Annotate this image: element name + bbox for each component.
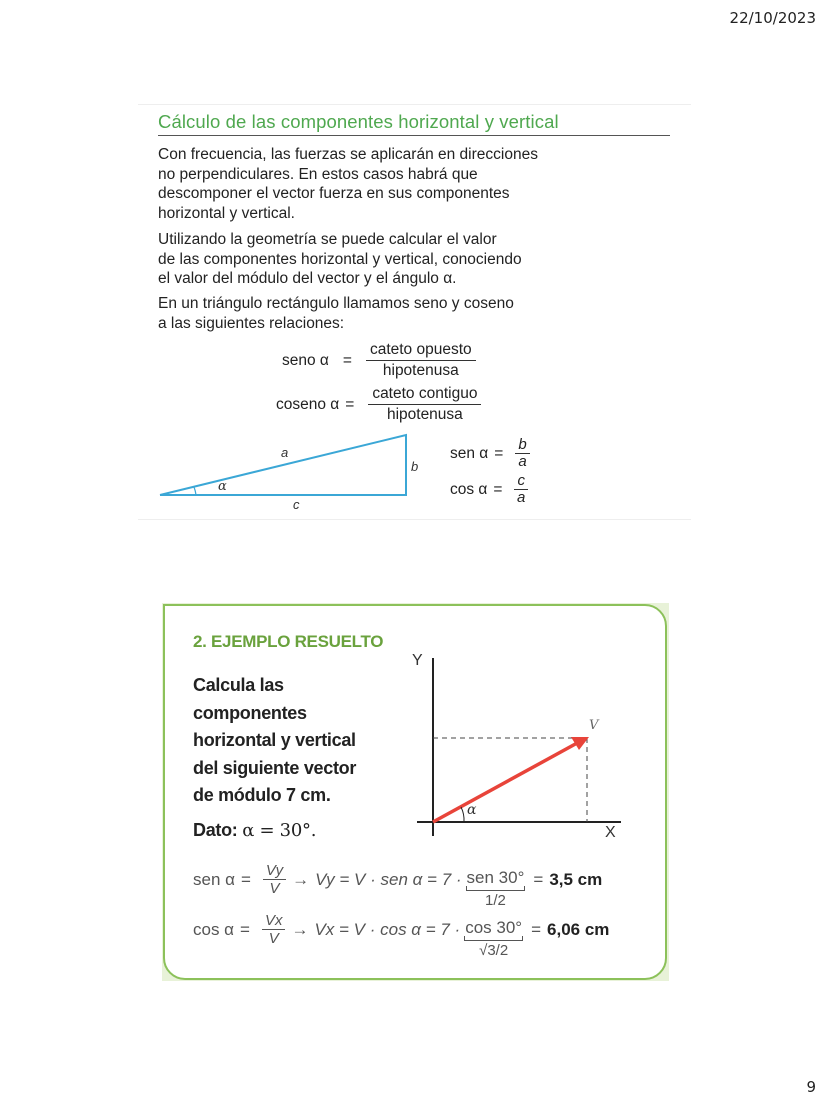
- arrow-icon: →: [292, 869, 310, 889]
- title-underline: [158, 135, 670, 136]
- x-axis-label: X: [605, 824, 616, 841]
- seno-fraction: [366, 341, 476, 380]
- sen30-bracket: [466, 868, 526, 909]
- numerator: cateto opuesto: [366, 341, 476, 361]
- equals-sign: =: [494, 444, 504, 462]
- bracket-value: √3/2: [479, 942, 509, 959]
- given-data: [193, 820, 316, 841]
- denominator: hipotenusa: [386, 406, 463, 423]
- paragraph-intro: [158, 145, 538, 223]
- equals-sign: =: [531, 919, 542, 939]
- numerator: b: [515, 437, 529, 454]
- text-line: descomponer el vector fuerza en sus componentes: [158, 185, 510, 202]
- angle-alpha-label: α: [467, 802, 477, 818]
- vx-step: Vx = V · cos α = 7 ·: [314, 919, 461, 939]
- paragraph-geometry: [158, 230, 522, 289]
- numerator: Vy: [263, 862, 286, 880]
- text-line: a las siguientes relaciones:: [158, 314, 345, 332]
- text-line: no perpendiculares. En estos casos habrá que: [158, 165, 478, 183]
- bracketed-term: sen 30°: [466, 868, 526, 891]
- sen-ratio: [450, 437, 530, 470]
- seno-formula: [282, 341, 476, 380]
- paragraph-definitions: [158, 294, 514, 333]
- vy-over-v-fraction: [263, 862, 286, 897]
- equals-sign: =: [345, 395, 355, 413]
- vx-calculation: [193, 912, 610, 959]
- vy-result: 3,5 cm: [549, 869, 603, 889]
- cos-label: cos α: [450, 480, 488, 498]
- sen-label: sen α: [450, 444, 489, 462]
- sen-alpha: sen α: [193, 869, 235, 889]
- text-line: del siguiente vector: [193, 757, 357, 778]
- example-title: 2. EJEMPLO RESUELTO: [193, 632, 384, 651]
- section-title: Cálculo de las componentes horizontal y vertical: [158, 111, 559, 132]
- equals-sign: =: [533, 869, 544, 889]
- angle-alpha-label: α: [218, 479, 227, 494]
- example-box: [163, 604, 667, 980]
- denominator: hipotenusa: [382, 362, 459, 379]
- vy-calculation: [193, 862, 603, 909]
- opposite-side-label: b: [411, 459, 419, 474]
- right-triangle-diagram: [156, 431, 419, 501]
- equals-sign: =: [240, 869, 251, 889]
- numerator: Vx: [262, 912, 286, 930]
- text-line: Con frecuencia, las fuerzas se aplicarán en direcciones: [158, 146, 538, 163]
- page-number: 9: [806, 1078, 816, 1096]
- cos-ratio: [450, 473, 528, 506]
- vector-graph: [409, 650, 629, 840]
- hypotenuse-label: a: [281, 445, 289, 460]
- cos30-bracket: [464, 918, 523, 959]
- equals-sign: =: [240, 919, 250, 939]
- slide-date: 22/10/2023: [729, 9, 816, 27]
- equals-sign: =: [493, 480, 503, 498]
- bracket-value: 1/2: [485, 892, 506, 909]
- arrow-icon: →: [291, 919, 309, 939]
- vector-v-label: V: [589, 718, 599, 733]
- numerator: cateto contiguo: [368, 385, 481, 405]
- text-line: de las componentes horizontal y vertical, conociendo: [158, 250, 522, 268]
- vx-over-v-fraction: [262, 912, 286, 947]
- text-line: el valor del módulo del vector y el ángulo α.: [158, 270, 457, 287]
- text-line: En un triángulo rectángulo llamamos seno y coseno: [158, 295, 514, 312]
- coseno-fraction: [368, 385, 481, 424]
- coseno-label: coseno α: [276, 395, 340, 413]
- cos-alpha: cos α: [193, 919, 235, 939]
- vx-result: 6,06 cm: [547, 919, 610, 939]
- text-line: Calcula las: [193, 675, 284, 695]
- denominator: a: [518, 453, 527, 470]
- denominator: V: [269, 880, 280, 897]
- text-line: de módulo 7 cm.: [193, 785, 331, 805]
- dato-value: α = 30°.: [242, 820, 317, 841]
- coseno-formula: [276, 385, 481, 424]
- sen-fraction: [515, 437, 529, 470]
- y-axis-label: Y: [412, 652, 423, 669]
- text-line: horizontal y vertical.: [158, 204, 295, 222]
- example-statement: [193, 672, 356, 810]
- equals-sign: =: [342, 351, 352, 369]
- adjacent-side-label: c: [293, 497, 300, 512]
- text-line: Utilizando la geometría se puede calcular el valor: [158, 231, 497, 248]
- denominator: V: [268, 930, 279, 947]
- vy-step: Vy = V · sen α = 7 ·: [315, 869, 462, 889]
- cos-fraction: [514, 473, 528, 506]
- dato-label: Dato:: [193, 820, 238, 840]
- text-line: componentes: [193, 702, 307, 723]
- text-line: horizontal y vertical: [193, 730, 356, 750]
- theory-panel: [138, 104, 691, 520]
- bracketed-term: cos 30°: [464, 918, 523, 941]
- seno-label: seno α: [282, 351, 329, 369]
- denominator: a: [517, 489, 526, 506]
- numerator: c: [514, 473, 528, 490]
